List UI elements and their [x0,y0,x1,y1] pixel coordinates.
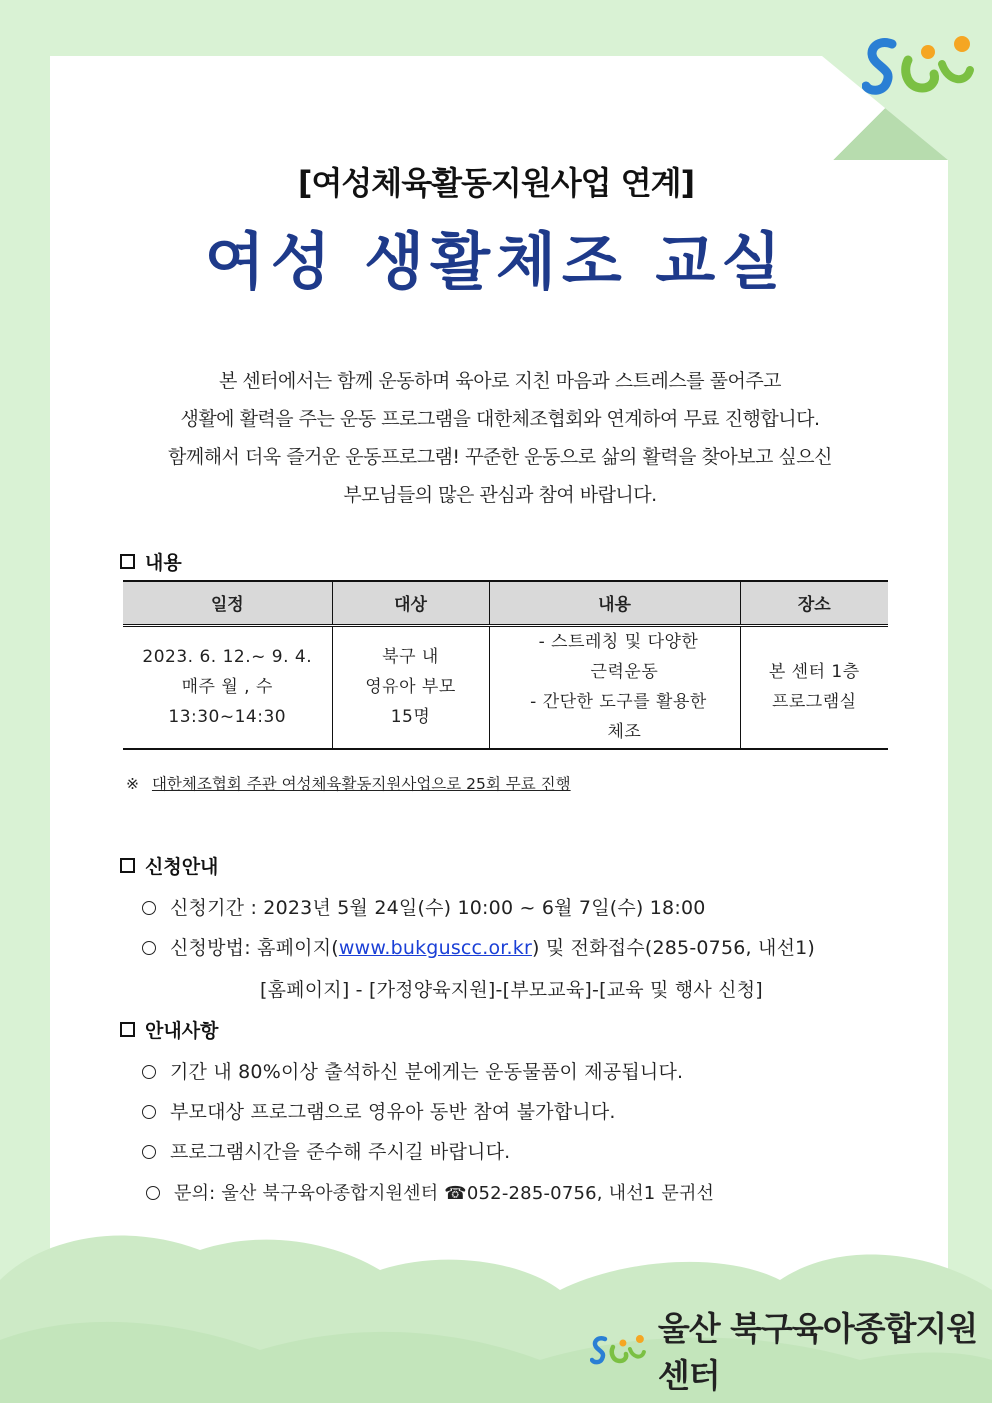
table-row [123,625,888,749]
cell-line: 매주 월 , 수 [181,677,273,698]
square-bullet-icon [120,858,135,873]
intro-paragraph [120,362,880,514]
note-mark: ※ [126,775,139,793]
section-heading-label: 안내사항 [145,1020,219,1042]
footer-organization [590,1309,992,1395]
cell-line: 프로그램실 [771,692,857,713]
section-heading-label: 내용 [145,552,182,574]
cell-line: 15명 [390,707,431,728]
cell-line: - 스트레칭 및 다양한 [538,632,699,653]
footer-logo-icon [590,1325,648,1375]
intro-line: 함께해서 더욱 즐거운 운동프로그램! 꾸준한 운동으로 삶의 활력을 찾아보고 싶으신 [167,446,832,468]
note-text: 대한체조협회 주관 여성체육활동지원사업으로 25회 무료 진행 [151,775,571,793]
page-title: 여성 생활체조 교실 [204,225,788,298]
schedule-table [123,580,888,750]
cell-line: 본 센터 1층 [768,662,860,683]
table-header-cell: 장소 [740,581,888,625]
center-logo-icon [862,30,978,102]
notice-item [142,1137,510,1164]
apply-period [142,893,706,920]
notice-item [142,1097,616,1124]
cell-line: 영유아 부모 [365,677,456,698]
section-heading-label: 신청안내 [145,856,219,878]
circle-bullet-icon [142,1065,156,1079]
apply-period-text: 신청기간 : 2023년 5월 24일(수) 10:00 ~ 6월 7일(수) 18:00 [170,897,706,919]
content-cell [489,625,740,749]
contact-info [146,1179,714,1205]
notice-item-text: 프로그램시간을 준수해 주시길 바랍니다. [170,1141,511,1163]
square-bullet-icon [120,1022,135,1037]
page-subtitle: [여성체육활동지원사업 연계] [297,164,695,202]
circle-bullet-icon [146,1186,160,1200]
notice-item-text: 부모대상 프로그램으로 영유아 동반 참여 불가합니다. [170,1101,616,1123]
circle-bullet-icon [142,901,156,915]
footer-org-name: 울산 북구육아종합지원센터 [657,1309,978,1395]
section-heading-content [120,548,182,575]
square-bullet-icon [120,554,135,569]
intro-line: 본 센터에서는 함께 운동하며 육아로 지친 마음과 스트레스를 풀어주고 [218,370,782,392]
section-heading-notice [120,1016,218,1043]
target-cell [332,625,489,749]
table-header-row [123,581,888,625]
notice-item [142,1057,683,1084]
homepage-link[interactable]: www.bukguscc.or.kr [338,937,532,959]
cell-line: 체조 [595,722,642,743]
contact-text: 문의: 울산 북구육아종합지원센터 ☎052-285-0756, 내선1 문귀선 [174,1183,715,1204]
apply-method [142,933,815,960]
apply-method-path: [홈페이지] - [가정양육지원]-[부모교육]-[교육 및 행사 신청] [260,979,763,1001]
table-note [126,772,571,794]
notice-item-text: 기간 내 80%이상 출석하신 분에게는 운동물품이 제공됩니다. [170,1061,684,1083]
intro-line: 부모님들의 많은 관심과 참여 바랍니다. [343,484,657,506]
table-header-cell: 내용 [489,581,740,625]
cell-line: 2023. 6. 12.~ 9. 4. [142,647,313,668]
table-header-cell: 일정 [123,581,332,625]
section-heading-apply [120,852,218,879]
apply-method-prefix: 신청방법: 홈페이지( [170,937,339,959]
cell-line: 13:30~14:30 [168,707,287,728]
cell-line: - 간단한 도구를 활용한 [530,692,707,713]
circle-bullet-icon [142,941,156,955]
schedule-cell [123,625,332,749]
circle-bullet-icon [142,1145,156,1159]
intro-line: 생활에 활력을 주는 운동 프로그램을 대한체조협회와 연계하여 무료 진행합니다. [180,408,820,430]
apply-method-suffix: ) 및 전화접수(285-0756, 내선1) [532,937,816,959]
cell-line: 근력운동 [578,662,659,683]
cell-line: 북구 내 [382,647,439,668]
place-cell [740,625,888,749]
table-header-cell: 대상 [332,581,489,625]
circle-bullet-icon [142,1105,156,1119]
